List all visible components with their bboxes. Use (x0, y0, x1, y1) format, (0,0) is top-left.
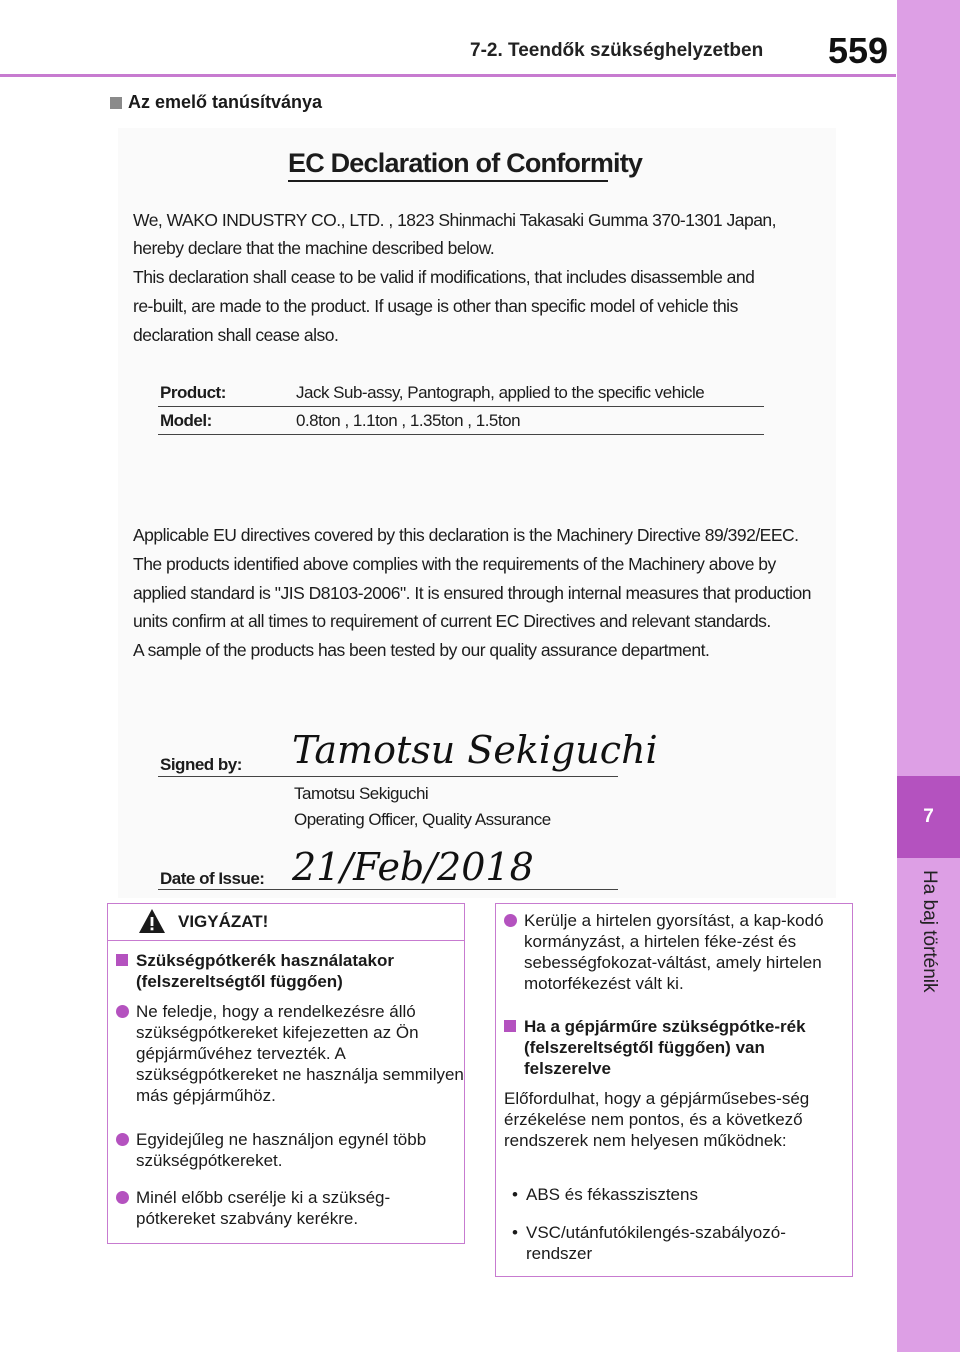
side-tab-chapter-number[interactable]: 7 (897, 776, 960, 858)
square-bullet-icon (116, 954, 128, 966)
header-rule (0, 74, 896, 77)
signature-rule (158, 776, 618, 777)
issue-date: 21/Feb/2018 (292, 845, 534, 889)
directive-line: applied standard is "JIS D8103-2006". It is ensured through internal measures that production (133, 583, 812, 603)
list-bullet-icon: • (512, 1223, 518, 1242)
directive-line: A sample of the products has been tested by our quality assurance department. (133, 640, 710, 660)
list-bullet-icon: • (512, 1185, 518, 1204)
model-rule (158, 434, 764, 435)
model-label: Model: (160, 411, 212, 430)
bullet-dot-icon (116, 1191, 129, 1204)
continuation-bullet (504, 910, 854, 994)
warning-header (108, 904, 464, 941)
signer-title: Operating Officer, Quality Assurance (294, 810, 551, 829)
signature: Tamotsu Sekiguchi (292, 728, 658, 772)
directive-line: The products identified above complies with the requirements of the Machinery above by (133, 554, 776, 574)
continuation-bullet-text: Kerülje a hirtelen gyorsítást, a kap-kodó kormányzást, a hirtelen féke-zést és sebességfokozat-váltást, amely hirtelen motorfékezést vált ki. (524, 911, 824, 993)
spare-tire-heading (504, 1016, 842, 1079)
section-heading-text: Az emelő tanúsítványa (128, 92, 323, 112)
bullet-dot-icon (116, 1005, 129, 1018)
square-bullet-icon (504, 1020, 516, 1032)
bullet-dot-icon (116, 1133, 129, 1146)
directive-line: units confirm at all times to requirement of current EC Directives and relevant standards. (133, 611, 771, 631)
system-list-text: VSC/utánfutókilengés-szabályozó-rendszer (526, 1223, 786, 1263)
directive-line: Applicable EU directives covered by this declaration is the Machinery Directive 89/392/EEC. (133, 525, 799, 545)
declaration-title: EC Declaration of Conformity (288, 148, 643, 178)
product-label: Product: (160, 383, 226, 402)
bullet-dot-icon (504, 914, 517, 927)
square-bullet-icon (110, 97, 122, 109)
system-list-text: ABS és fékasszisztens (526, 1185, 698, 1204)
date-label: Date of Issue: (160, 869, 265, 888)
warning-bullet (116, 1187, 466, 1229)
intro-line: We, WAKO INDUSTRY CO., LTD. , 1823 Shinmachi Takasaki Gumma 370-1301 Japan, (133, 210, 777, 230)
intro-line: re-built, are made to the product. If usage is other than specific model of vehicle this (133, 296, 738, 316)
warning-bullet-text: Egyidejűleg ne használjon egynél több szükségpótkereket. (136, 1130, 427, 1170)
spare-tire-paragraph: Előfordulhat, hogy a gépjárműsebes-ség érzékelése nem pontos, és a következő rendszerek nem helyesen működnek: (504, 1089, 810, 1150)
intro-line: declaration shall cease also. (133, 325, 339, 345)
intro-line: This declaration shall cease to be valid if modifications, that includes disassemble and (133, 267, 755, 287)
warning-heading (116, 950, 466, 992)
warning-title: VIGYÁZAT! (178, 912, 269, 931)
side-tab-chapter-title: Ha baj történik (919, 870, 940, 993)
chapter-section-title: 7-2. Teendők szükséghelyzetben (470, 40, 764, 61)
warning-continuation-box (495, 903, 853, 1277)
side-tab (897, 0, 960, 1352)
signer-name: Tamotsu Sekiguchi (294, 784, 429, 803)
warning-bullet-text: Ne feledje, hogy a rendelkezésre álló szükségpótkereket kifejezetten az Ön gépjárművéhez tervezték. A szükségpótkereket ne használja semmilyen más gépjárműhöz. (136, 1002, 464, 1105)
page-number: 559 (828, 30, 889, 71)
warning-heading-text: Szükségpótkerék használatakor (felszereltségtől függően) (136, 951, 394, 991)
signed-by-label: Signed by: (160, 755, 242, 774)
warning-bullet (116, 1001, 466, 1106)
section-heading (110, 92, 322, 113)
system-list-item (504, 1184, 846, 1205)
date-rule (158, 889, 618, 890)
warning-box (107, 903, 465, 1244)
intro-line: hereby declare that the machine described below. (133, 238, 495, 258)
spare-tire-heading-text: Ha a gépjárműre szükségpótke-rék (felszereltségtől függően) van felszerelve (524, 1017, 806, 1078)
product-value: Jack Sub-assy, Pantograph, applied to the specific vehicle (296, 383, 705, 402)
warning-bullet (116, 1129, 466, 1171)
warning-triangle-icon (138, 908, 166, 934)
system-list-item (504, 1222, 846, 1264)
declaration-title-underline (288, 180, 608, 182)
product-rule (158, 406, 764, 407)
model-value: 0.8ton , 1.1ton , 1.35ton , 1.5ton (296, 411, 521, 430)
warning-bullet-text: Minél előbb cserélje ki a szükség-pótkereket szabvány kerékre. (136, 1188, 391, 1228)
